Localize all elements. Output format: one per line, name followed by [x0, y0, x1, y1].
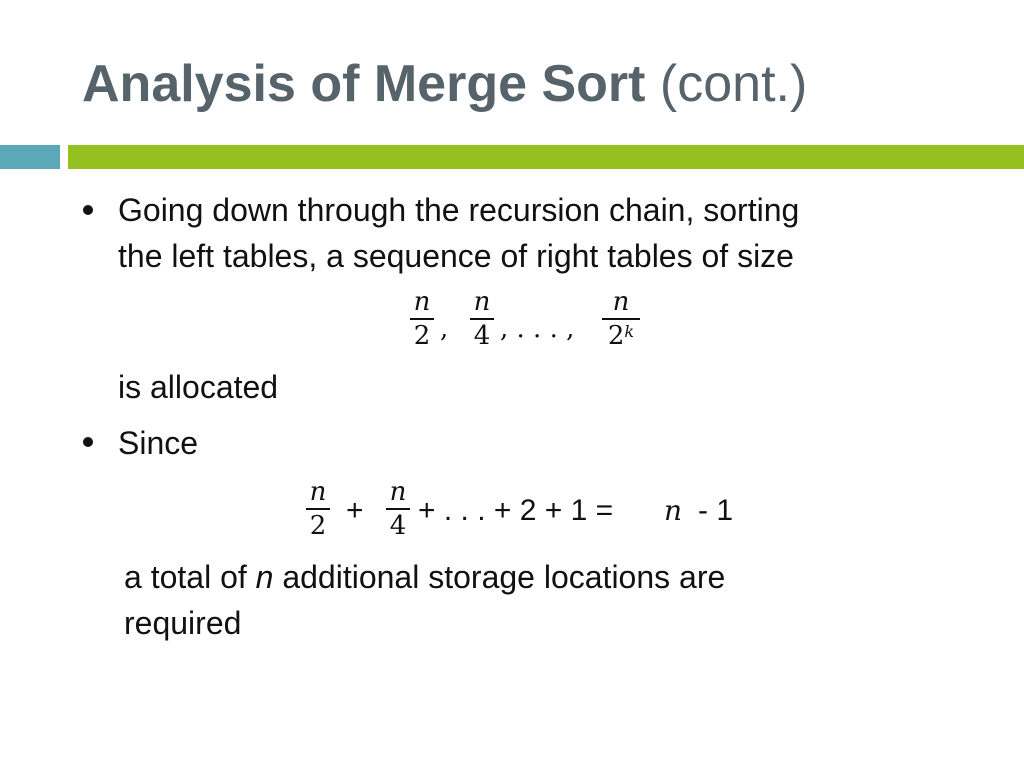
- bullet2-line3: required: [124, 605, 242, 641]
- bullet1-after: is allocated: [118, 369, 279, 405]
- seq-frac-3-den: [608, 322, 634, 350]
- accent-bar-teal: [0, 145, 60, 169]
- bullet-dot-2: [83, 437, 93, 447]
- seq-frac-3-num: n: [612, 287, 630, 317]
- fraction-bar: [306, 508, 330, 510]
- sequence-formula: [400, 288, 660, 368]
- sum-rest: + . . . + 2 + 1 =: [418, 494, 614, 527]
- bullet2-line2: [124, 554, 725, 600]
- bullet2-tail1: a total of: [124, 559, 256, 595]
- seq-frac-2-den: 4: [473, 321, 491, 351]
- bullet2-tail-n: n: [255, 559, 274, 595]
- bullet2-tail2: additional storage locations are: [273, 559, 726, 595]
- slide-title-bold: Analysis of Merge Sort: [82, 55, 646, 113]
- fraction-bar: [386, 508, 410, 510]
- sum-frac-2: [386, 478, 410, 540]
- bullet-dot-1: [83, 205, 93, 215]
- bullet2-line1: Since: [118, 425, 199, 461]
- sum-plus-1: +: [346, 494, 364, 527]
- seq-frac-3-base: 2: [607, 321, 625, 351]
- seq-frac-3-exp: k: [624, 322, 635, 341]
- seq-frac-1-den: 2: [413, 321, 431, 351]
- slide-title: [82, 52, 807, 116]
- slide-title-suffix: (cont.): [659, 55, 808, 113]
- sum-frac-1: [306, 478, 330, 540]
- bullet1-line1: Going down through the recursion chain, sorting: [118, 192, 800, 228]
- sum-frac-2-num: n: [389, 477, 407, 507]
- fraction-bar: [470, 318, 494, 320]
- sum-formula: [300, 478, 760, 550]
- seq-frac-1: [410, 288, 434, 350]
- sum-minus-one: - 1: [698, 494, 734, 527]
- sum-frac-1-num: n: [309, 477, 327, 507]
- sum-frac-2-den: 4: [389, 511, 407, 541]
- seq-frac-2: [470, 288, 494, 350]
- seq-frac-2-num: n: [473, 287, 491, 317]
- seq-comma-ellipsis: , . . . ,: [500, 314, 575, 344]
- sum-frac-1-den: 2: [309, 511, 327, 541]
- seq-frac-1-num: n: [413, 287, 431, 317]
- seq-frac-3: [602, 288, 640, 350]
- accent-bar-green: [68, 145, 1024, 169]
- fraction-bar: [602, 318, 640, 320]
- bullet1-line2: the left tables, a sequence of right tables of size: [118, 238, 794, 274]
- seq-comma-1: ,: [440, 314, 449, 344]
- sum-n: n: [664, 494, 683, 527]
- fraction-bar: [410, 318, 434, 320]
